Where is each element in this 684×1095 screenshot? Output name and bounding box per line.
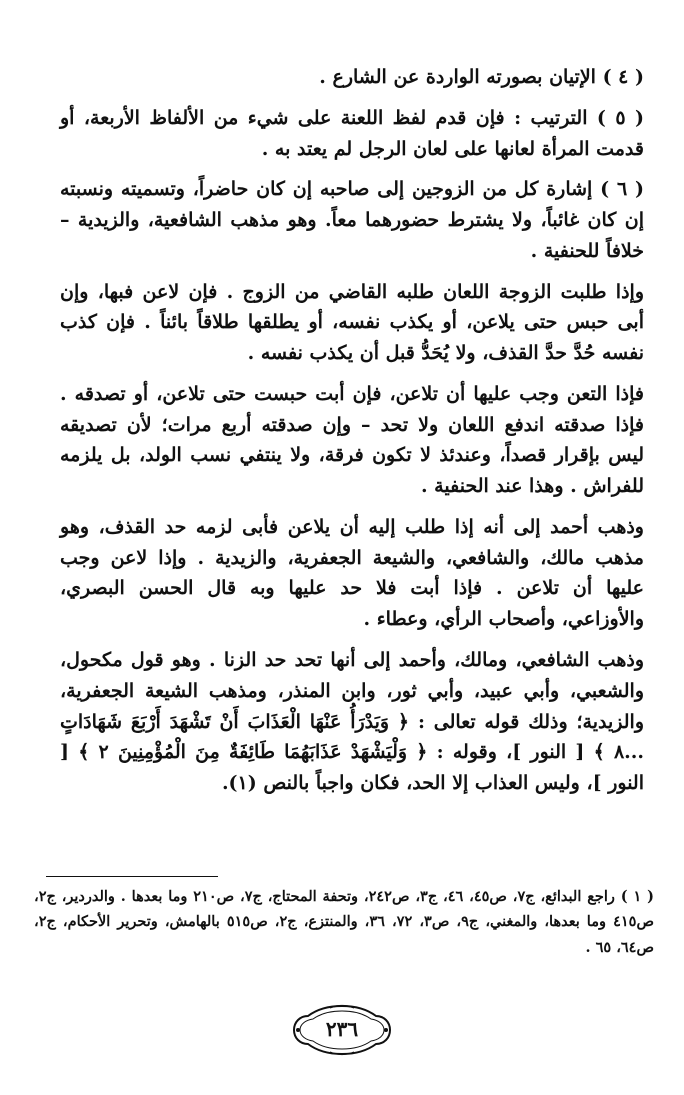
footnote-divider bbox=[46, 876, 218, 877]
paragraph-condition-4: ( ٤ ) الإتيان بصورته الواردة عن الشارع . bbox=[319, 66, 644, 88]
main-text bbox=[60, 62, 644, 799]
paragraph-condition-5: ( ٥ ) الترتيب : فإن قدم لفظ اللعنة على شيء من الألفاظ الأربعة، أو قدمت المرأة لعانها على لعان الرجل لم يعتد به . bbox=[60, 106, 645, 160]
paragraph-text: وقوله : bbox=[436, 741, 497, 764]
paragraph-ahmad-view: وذهب أحمد إلى أنه إذا طلب إليه أن يلاعن فأبى لزمه حد القذف، وهو مذهب مالك، والشافعي، والشيعة الجعفرية، والزيدية . وإذا لاعن وجب عليها أن تلاعن . فإذا أبت فلا حد عليها وبه قال الحسن البصري، والأوزاعي، وأصحاب الرأي، وعطاء . bbox=[60, 515, 644, 631]
quran-verse: ﴿ وَيَدْرَأُ عَنْهَا الْعَذَابَ أَنْ تَشْهَدَ أَرْبَعَ شَهَادَاتٍ ...٨ ﴾ bbox=[60, 710, 645, 764]
paragraph-text: وذهب الشافعي، ومالك، وأحمد إلى أنها تحد حد الزنا . وهو قول مكحول، والشعبي، وأبي عبيد، وأبي ثور، وابن المنذر، ومذهب الشيعة الجعفرية، والزيدية؛ وذلك قوله تعالى : bbox=[60, 649, 645, 733]
paragraph-wife-lian: فإذا التعن وجب عليها أن تلاعن، فإن أبت حبست حتى تلاعن، أو تصدقه . فإذا صدقته اندفع اللعان ولا تحد – وإن صدقته أربع مرات؛ لأن تصديقه ليس بإقرار قصداً، وعندئذ لا تكون فرقة، ولا ينتفي نسب الولد، بل يلزمه للفراش . وهذا عند الحنفية . bbox=[60, 382, 644, 498]
paragraph-condition-6: ( ٦ ) إشارة كل من الزوجين إلى صاحبه إن كان حاضراً، وتسميته ونسبته إن كان غائباً، ولا يشترط حضورهما معاً. وهو مذهب الشافعية، والزيدية – خلافاً للحنفية . bbox=[60, 178, 645, 262]
page-number: ٢٣٦ bbox=[325, 1017, 359, 1041]
surah-reference: [ النور ]، bbox=[60, 741, 644, 795]
page-number-ornament bbox=[290, 1004, 394, 1056]
footnotes bbox=[34, 884, 654, 960]
paragraph-shafii-view bbox=[60, 645, 644, 799]
footnote-1: ( ١ ) راجع البدائع، ج٧، ص٤٥، ٤٦، ج٣، ص٢٤٢، وتحفة المحتاج، ج٧، ص٢١٠ وما بعدها . والدردير، ج٢، ص٤١٥ وما بعدها، والمغني، ج٩، ص٣، ٧٢، ٣٦، والمنتزع، ج٢، ص٥١٥ بالهامش، وتحرير الأحكام، ج٢، ص٦٤، ٦٥ . bbox=[34, 888, 654, 956]
paragraph-wife-request: وإذا طلبت الزوجة اللعان طلبه القاضي من الزوج . فإن لاعن فبها، وإن أبى حبس حتى يلاعن، أو يكذب نفسه، أو يطلقها طلاقاً بائناً . فإن كذب نفسه حُدَّ حدَّ القذف، ولا يُحَدُّ قبل أن يكذب نفسه . bbox=[60, 280, 644, 365]
paragraph-text: وليس العذاب إلا الحد، فكان واجباً بالنص bbox=[263, 772, 580, 795]
quran-verse: ﴿ وَلْيَشْهَدْ عَذَابَهُمَا طَائِفَةٌ مِنَ الْمُؤْمِنِينَ ٢ ﴾ bbox=[78, 741, 428, 764]
footnote-marker: (١). bbox=[221, 772, 257, 795]
surah-reference: [ النور ]، bbox=[506, 741, 585, 764]
